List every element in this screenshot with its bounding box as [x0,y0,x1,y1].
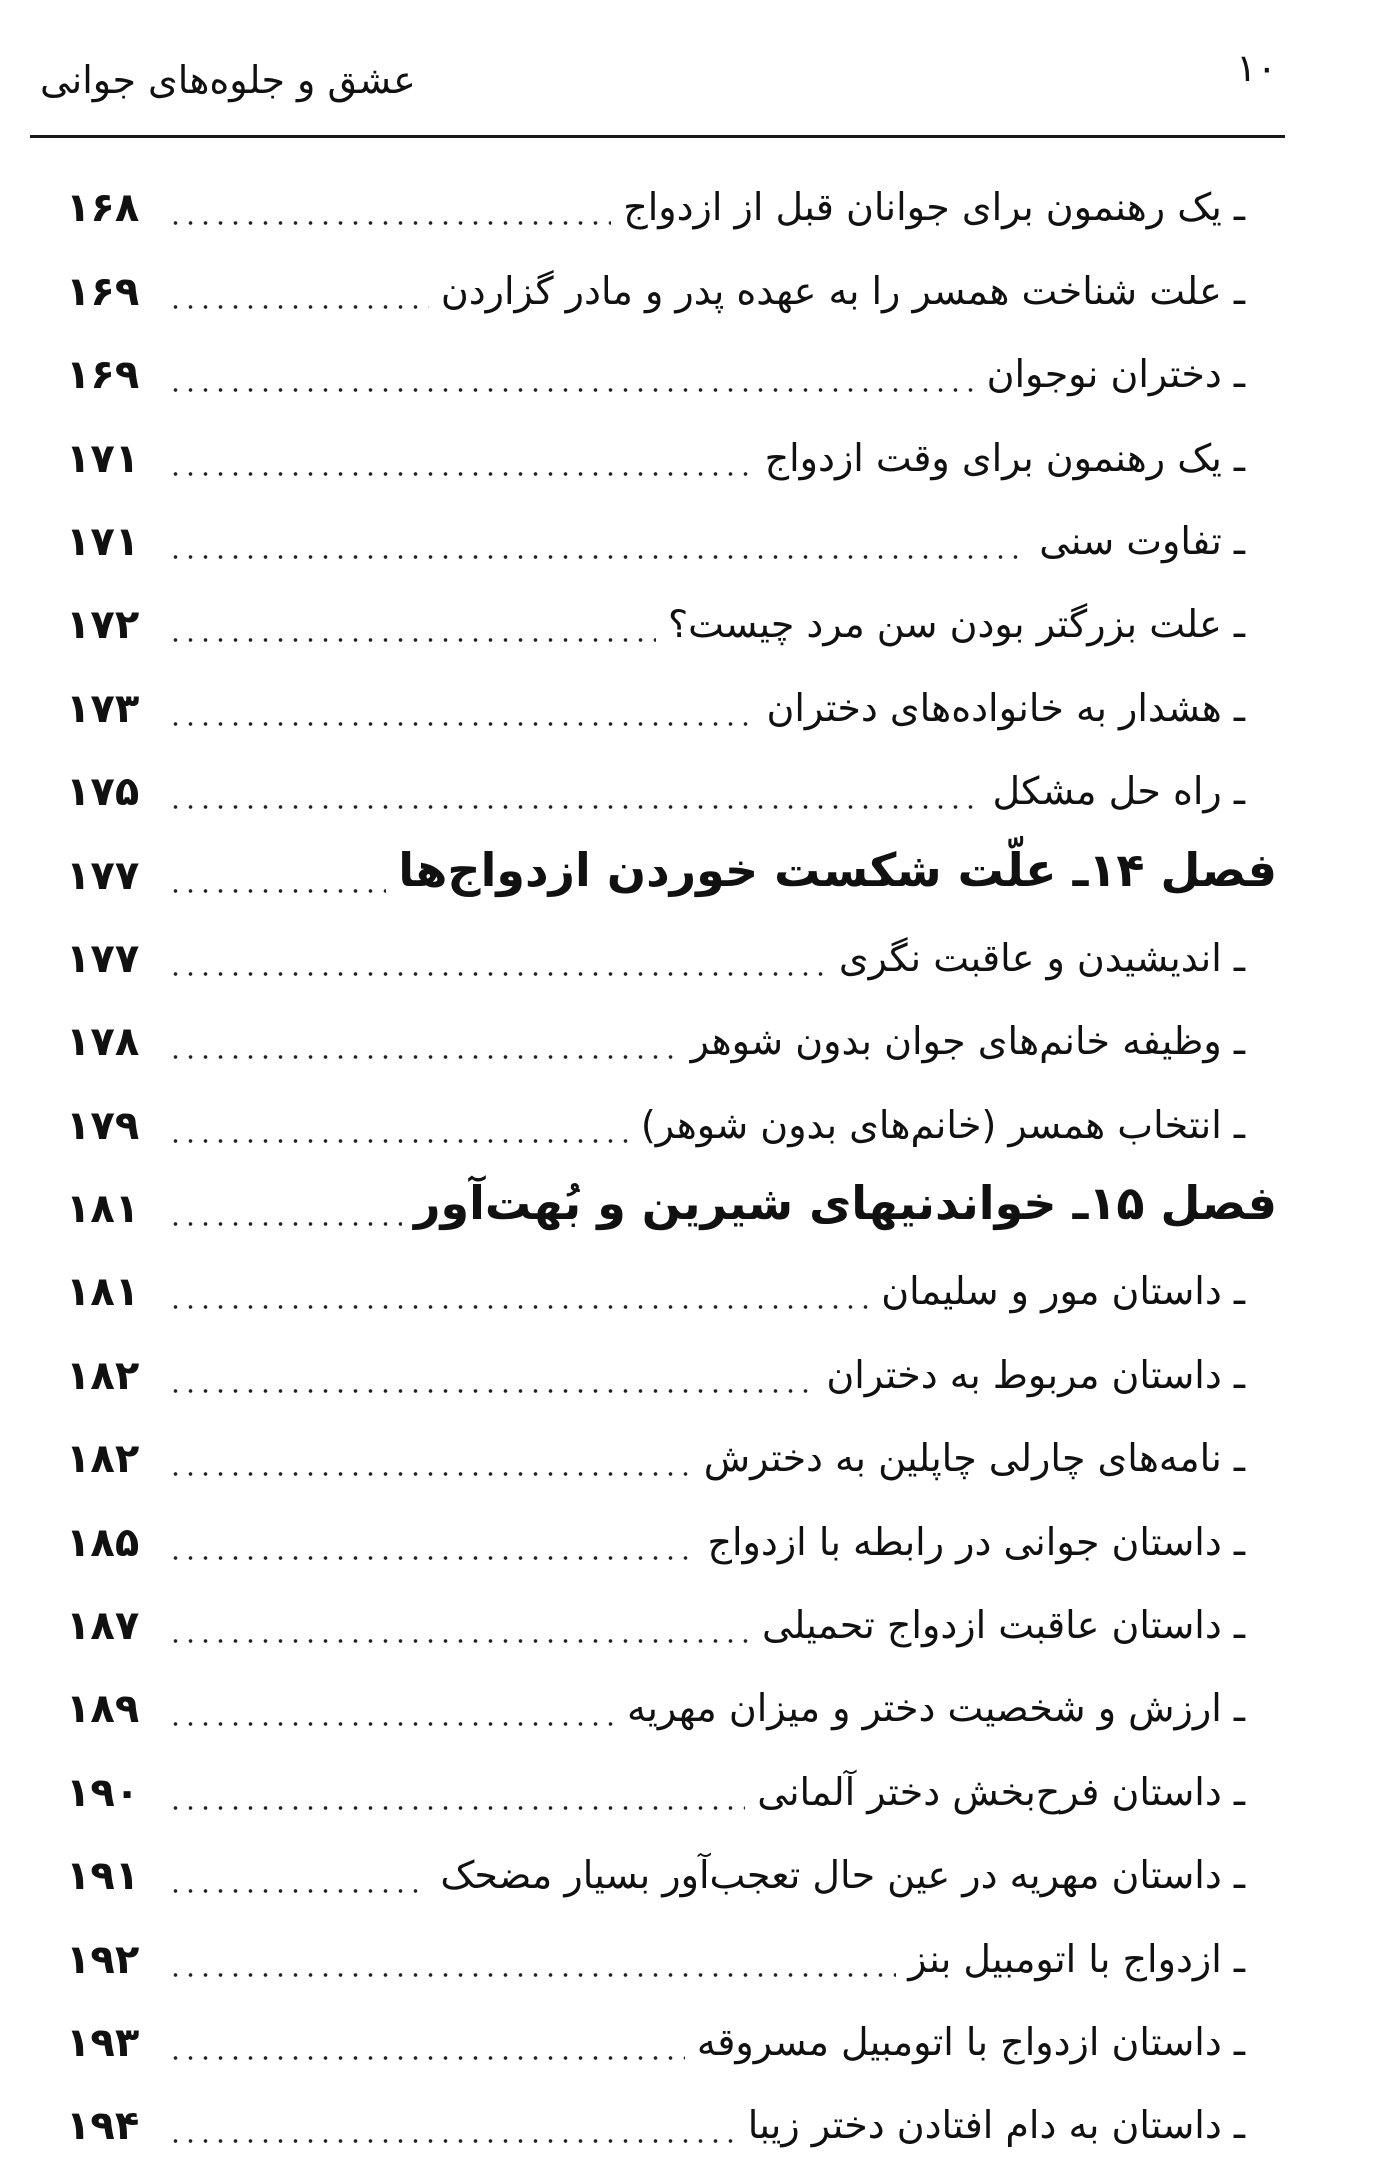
toc-dot-leader [168,638,656,642]
toc-dot-leader [168,472,753,476]
toc-entry [60,746,1285,829]
toc-entry [60,1746,1285,1829]
toc-entry [60,1830,1285,1913]
toc-dot-leader [168,1389,814,1393]
toc-page-number: ۱۸۱ [66,1269,140,1316]
toc-dot-leader [168,1639,750,1643]
toc-dot-leader [168,1055,679,1059]
toc-dot-leader [168,1889,428,1893]
toc-dot-leader [168,1139,629,1143]
toc-entry-title: ـ نامه‌های چارلی چاپلین به دخترش [703,1436,1245,1481]
toc-page-number: ۱۹۴ [66,2103,140,2150]
toc-entry-title: ـ داستان عاقبت ازدواج تحمیلی [762,1603,1245,1648]
toc-entry-title: ـ داستان مهریه در عین حال تعجب‌آور بسیار مضحک [440,1853,1245,1898]
page-header [30,40,1285,138]
toc-page-number: ۱۹۱ [66,1853,140,1900]
toc-entry [60,1913,1285,1996]
toc-entry [60,496,1285,579]
toc-entry-title: ـ داستان مور و سلیمان [881,1269,1245,1314]
toc-dot-leader [168,1806,745,1810]
toc-entry-title: ـ یک رهنمون برای وقت ازدواج [764,435,1245,480]
toc-page-number: ۱۸۲ [66,1436,140,1483]
toc-page-number: ۱۸۹ [66,1686,140,1733]
toc-chapter-heading [60,829,1285,912]
toc-entry-title: ـ یک رهنمون برای جوانان قبل از ازدواج [623,185,1245,230]
toc-dot-leader [168,2139,736,2143]
chapter-title: فصل ۱۵ـ خواندنیهای شیرین و بُهت‌آور [414,1176,1277,1231]
toc-dot-leader [168,388,975,392]
toc-entry-title: ـ هشدار به خانواده‌های دختران [766,685,1245,730]
toc-entry-title: ـ تفاوت سنی [1039,518,1245,563]
toc-page-number: ۱۷۷ [66,935,140,982]
toc-entry-title: ـ راه حل مشکل [992,769,1245,814]
toc-entry-title: ـ داستان به دام افتادن دختر زیبا [747,2103,1245,2148]
toc-dot-leader [168,305,429,309]
toc-dot-leader [168,555,1027,559]
toc-page-number: ۱۷۵ [66,769,140,816]
toc-entry-title: ـ علت بزرگتر بودن سن مرد چیست؟ [668,602,1245,647]
toc-entry [60,412,1285,495]
toc-entry-title: ـ داستان جوانی در رابطه با ازدواج [707,1519,1245,1564]
toc-entry [60,1329,1285,1412]
toc-dot-leader [168,722,754,726]
toc-chapter-heading [60,1163,1285,1246]
toc-dot-leader [168,1556,695,1560]
toc-page-number: ۱۸۱ [66,1186,140,1233]
toc-page-number: ۱۹۳ [66,2019,140,2066]
toc-entry-title: ـ وظیفه خانم‌های جوان بدون شوهر [690,1019,1245,1064]
toc-entry-title: ـ ارزش و شخصیت دختر و میزان مهریه [626,1686,1245,1731]
toc-page-number: ۱۷۹ [66,1102,140,1149]
table-of-contents [60,162,1285,2163]
toc-entry [60,1496,1285,1579]
toc-page-number: ۱۷۷ [66,852,140,899]
toc-entry-title: ـ داستان مربوط به دختران [826,1352,1245,1397]
toc-page-number: ۱۷۱ [66,435,140,482]
toc-entry [60,1079,1285,1162]
toc-entry [60,2080,1285,2163]
toc-dot-leader [168,1472,692,1476]
toc-entry-title: ـ دختران نوجوان [986,352,1245,397]
toc-page-number: ۱۸۵ [66,1519,140,1566]
toc-dot-leader [168,2056,685,2060]
toc-entry [60,1663,1285,1746]
toc-dot-leader [168,221,611,225]
toc-page-number: ۱۶۸ [66,185,140,232]
toc-entry [60,1413,1285,1496]
toc-page-number: ۱۷۳ [66,685,140,732]
toc-page-number: ۱۷۸ [66,1019,140,1066]
toc-entry [60,662,1285,745]
toc-dot-leader [168,1222,402,1226]
toc-entry [60,996,1285,1079]
toc-entry-title: ـ اندیشیدن و عاقبت نگری [838,935,1245,980]
toc-entry [60,245,1285,328]
running-title: عشق و جلوه‌های جوانی [40,58,416,102]
toc-dot-leader [168,1305,869,1309]
toc-dot-leader [168,889,386,893]
toc-entry-title: ـ داستان ازدواج با اتومبیل مسروقه [696,2019,1245,2064]
toc-dot-leader [168,805,981,809]
toc-dot-leader [168,1722,615,1726]
toc-entry-title: ـ ازدواج با اتومبیل بنز [908,1936,1245,1981]
toc-page-number: ۱۷۲ [66,602,140,649]
toc-page-number: ۱۹۰ [66,1769,140,1816]
toc-entry [60,913,1285,996]
toc-page-number: ۱۸۷ [66,1603,140,1650]
toc-page-number: ۱۷۱ [66,518,140,565]
toc-entry [60,329,1285,412]
toc-entry [60,1997,1285,2080]
toc-entry [60,579,1285,662]
toc-page-number: ۱۸۲ [66,1352,140,1399]
toc-dot-leader [168,1973,896,1977]
toc-entry [60,1580,1285,1663]
toc-page-number: ۱۶۹ [66,352,140,399]
chapter-title: فصل ۱۴ـ علّت شکست خوردن ازدواج‌ها [398,842,1277,897]
toc-page-number: ۱۹۲ [66,1936,140,1983]
toc-entry [60,1246,1285,1329]
toc-entry-title: ـ داستان فرح‌بخش دختر آلمانی [757,1769,1245,1814]
toc-entry-title: ـ انتخاب همسر (خانم‌های بدون شوهر) [640,1102,1245,1147]
toc-page-number: ۱۶۹ [66,268,140,315]
toc-entry-title: ـ علت شناخت همسر را به عهده پدر و مادر گزاردن [440,268,1245,313]
toc-dot-leader [168,972,827,976]
toc-entry [60,162,1285,245]
page-number: ۱۰ [1236,46,1277,90]
